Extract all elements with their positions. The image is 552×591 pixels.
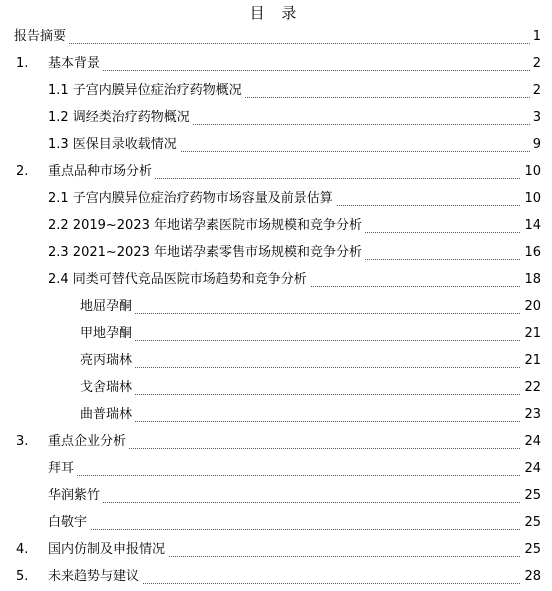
toc-entry-label: 地屈孕酮 [80, 297, 135, 317]
toc-entry-label: 亮丙瑞林 [80, 351, 135, 371]
toc-entry[interactable] [0, 159, 552, 186]
toc-entry-page-number: 25 [521, 540, 541, 560]
toc-entry-number: 5. [16, 569, 29, 584]
toc-entry-label: 曲普瑞林 [80, 405, 135, 425]
toc-entry-page-number: 25 [521, 486, 541, 506]
toc-entry-label: 甲地孕酮 [80, 324, 135, 344]
toc-entry[interactable] [0, 537, 552, 564]
toc-entry-page-number: 18 [521, 270, 541, 290]
toc-entry-label: 2.3 2021~2023 年地诺孕素零售市场规模和竞争分析 [48, 243, 365, 263]
toc-entry-page-number: 2 [530, 54, 541, 74]
toc-entry-page-number: 21 [521, 324, 541, 344]
toc-entry[interactable] [0, 294, 552, 321]
toc-entry-page-number: 14 [521, 216, 541, 236]
toc-entry-page-number: 2 [530, 81, 541, 101]
toc-dot-leader [82, 421, 538, 422]
toc-entry-page-number: 23 [521, 405, 541, 425]
toc-dot-leader [50, 70, 538, 71]
toc-dot-leader [16, 43, 538, 44]
toc-entry-page-number: 3 [530, 108, 541, 128]
toc-title: 目 录 [249, 4, 303, 22]
toc-list [0, 24, 552, 591]
toc-entry-page-number: 28 [521, 567, 541, 587]
toc-entry[interactable] [0, 375, 552, 402]
toc-entry-number: 2. [16, 164, 29, 179]
toc-entry[interactable] [0, 429, 552, 456]
toc-entry[interactable] [0, 51, 552, 78]
toc-entry[interactable] [0, 240, 552, 267]
toc-entry[interactable] [0, 78, 552, 105]
toc-entry-label: 1.2 调经类治疗药物概况 [48, 108, 193, 128]
toc-entry-page-number: 21 [521, 351, 541, 371]
toc-entry[interactable] [0, 348, 552, 375]
toc-entry[interactable] [0, 321, 552, 348]
toc-entry[interactable] [0, 24, 552, 51]
toc-entry[interactable] [0, 456, 552, 483]
toc-entry[interactable] [0, 510, 552, 537]
toc-entry-label: 1.1 子宫内膜异位症治疗药物概况 [48, 81, 245, 101]
toc-entry-label: 基本背景 [48, 54, 103, 74]
toc-entry-label: 报告摘要 [14, 27, 69, 47]
toc-dot-leader [50, 529, 538, 530]
toc-entry-label: 未来趋势与建议 [48, 567, 142, 587]
toc-entry-label: 1.3 医保目录收载情况 [48, 135, 180, 155]
toc-entry-label: 2.4 同类可替代竞品医院市场趋势和竞争分析 [48, 270, 310, 290]
toc-entry-label: 重点企业分析 [48, 432, 129, 452]
toc-entry-number: 3. [16, 434, 29, 449]
toc-entry-page-number: 24 [521, 459, 541, 479]
toc-entry[interactable] [0, 267, 552, 294]
toc-entry-page-number: 16 [521, 243, 541, 263]
toc-entry-label: 2.1 子宫内膜异位症治疗药物市场容量及前景估算 [48, 189, 336, 209]
toc-dot-leader [50, 475, 538, 476]
toc-entry[interactable] [0, 132, 552, 159]
toc-entry-number: 1. [16, 56, 29, 71]
toc-entry-page-number: 25 [521, 513, 541, 533]
toc-dot-leader [82, 394, 538, 395]
toc-entry-label: 拜耳 [48, 459, 77, 479]
toc-entry-page-number: 9 [530, 135, 541, 155]
toc-entry[interactable] [0, 402, 552, 429]
toc-entry-label: 2.2 2019~2023 年地诺孕素医院市场规模和竞争分析 [48, 216, 365, 236]
toc-entry-page-number: 20 [521, 297, 541, 317]
toc-dot-leader [50, 502, 538, 503]
toc-entry[interactable] [0, 483, 552, 510]
toc-entry-page-number: 24 [521, 432, 541, 452]
toc-dot-leader [82, 313, 538, 314]
toc-entry[interactable] [0, 105, 552, 132]
toc-entry-label: 白敬宇 [48, 513, 90, 533]
toc-dot-leader [82, 340, 538, 341]
toc-entry[interactable] [0, 186, 552, 213]
toc-entry-page-number: 10 [521, 162, 541, 182]
toc-entry-label: 华润紫竹 [48, 486, 103, 506]
toc-entry-label: 重点品种市场分析 [48, 162, 155, 182]
toc-entry-label: 戈舍瑞林 [80, 378, 135, 398]
toc-entry-label: 国内仿制及申报情况 [48, 540, 168, 560]
toc-entry[interactable] [0, 213, 552, 240]
toc-entry-page-number: 1 [530, 27, 541, 47]
toc-entry-number: 4. [16, 542, 29, 557]
toc-dot-leader [82, 367, 538, 368]
toc-entry-page-number: 22 [521, 378, 541, 398]
toc-entry-page-number: 10 [521, 189, 541, 209]
